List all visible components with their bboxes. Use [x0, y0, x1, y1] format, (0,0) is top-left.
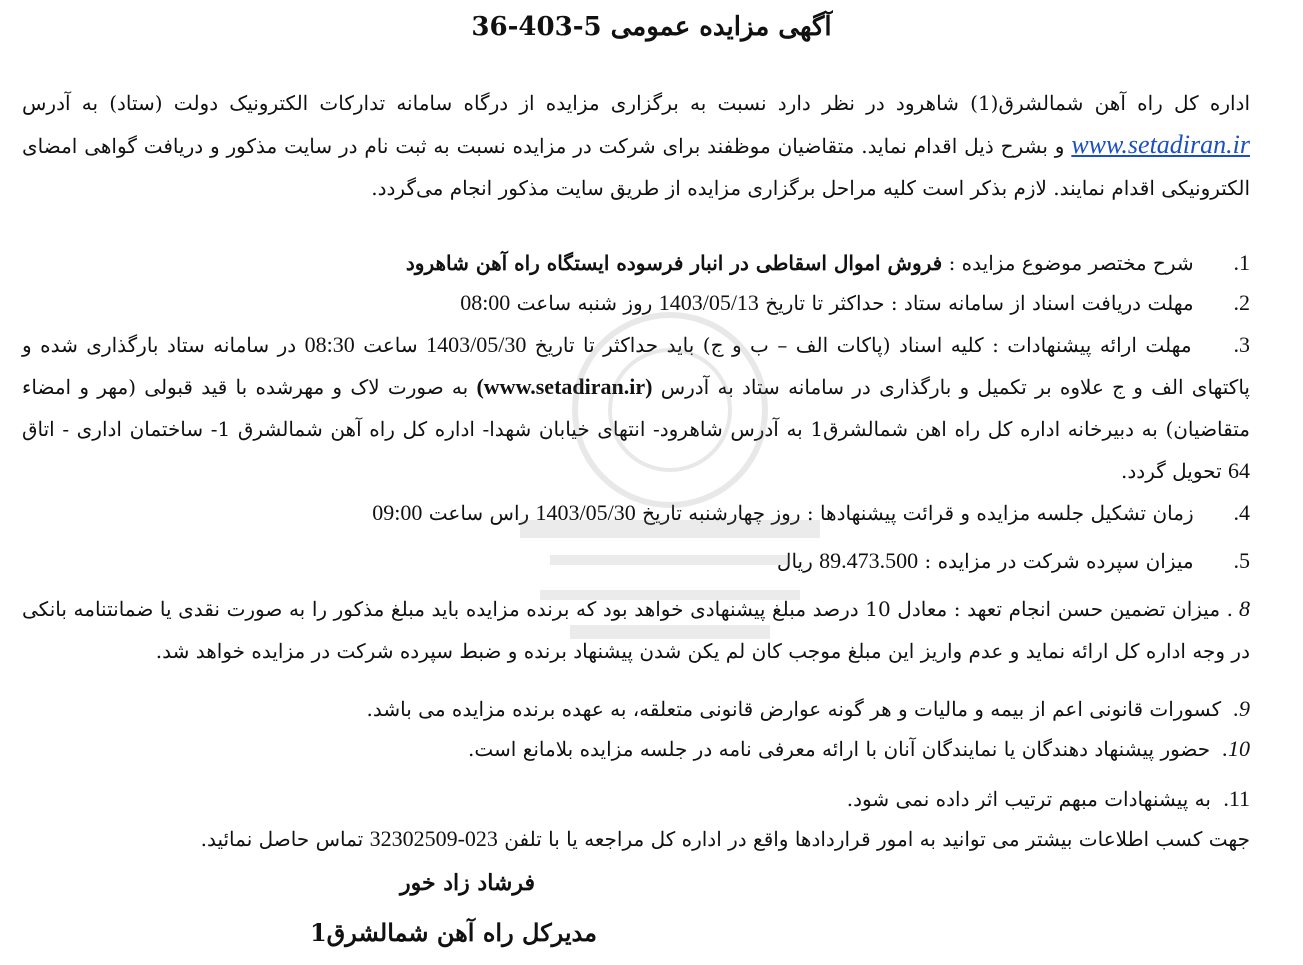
contact-text: تماس حاصل نمائید. [200, 827, 364, 851]
list-item-11 [22, 778, 1250, 820]
item-text: حضور پیشنهاد دهندگان یا نمایندگان آنان با ارائه معرفی نامه در جلسه مزایده بلامانع است. [468, 737, 1211, 761]
item-text: به پیشنهادات مبهم ترتیب اثر داده نمی شود. [846, 787, 1211, 811]
deposit-amount: 89.473.500 [819, 548, 919, 573]
session-date: 1403/05/30 [535, 500, 636, 525]
item-number: 5. [1233, 548, 1250, 573]
list-item-3 [22, 324, 1250, 492]
signatory-position: مدیرکل راه آهن شمالشرق1 [309, 918, 597, 947]
item-text: میزان سپرده شرکت در مزایده : [924, 549, 1194, 573]
item-text: روز شنبه ساعت [516, 291, 653, 315]
item-number: 8 [1239, 596, 1250, 621]
submission-date: 1403/05/30 [426, 332, 527, 357]
intro-text-2: و بشرح ذیل اقدام نماید. متقاضیان موظفند برای شرکت در مزایده نسبت به ثبت نام در سایت مذکور و دریافت گواهی امضای الکترونیکی اقدام نمایند. لازم بذکر است کلیه مراحل برگزاری مزایده از طریق سایت مذکور انجام می‌گردد. [22, 134, 1250, 200]
item-text: ساعت [363, 333, 418, 357]
item-number: 11. [1223, 786, 1250, 811]
setadiran-link[interactable]: www.setadiran.ir [1071, 130, 1250, 159]
auction-subject: فروش اموال اسقاطی در انبار فرسوده ایستگاه راه آهن شاهرود [405, 251, 943, 275]
item-number: 4. [1233, 500, 1250, 525]
item-number: 2. [1233, 290, 1250, 315]
signatory-name: فرشاد زاد خور [399, 870, 535, 896]
deadline-time: 08:00 [460, 290, 511, 315]
list-item-5 [22, 540, 1250, 582]
item-number: 10. [1222, 736, 1250, 761]
room-number: 64 [1228, 458, 1250, 483]
item-text: . میزان تضمین حسن انجام تعهد : معادل 10 درصد مبلغ پیشنهادی خواهد بود که برنده مزایده باید مبلغ مذکور را به صورت نقدی یا ضمانتنامه بانکی در وجه اداره کل ارائه نماید و عدم واریز این مبلغ موجب کان لم یکن شدن پیشنهاد برنده و ضبط سپرده شرکت در مزایده خواهد شد. [22, 597, 1250, 663]
session-time: 09:00 [372, 500, 423, 525]
list-item-1 [22, 242, 1250, 284]
item-text: زمان تشکیل جلسه مزایده و قرائت پیشنهادها : روز چهارشنبه تاریخ [642, 501, 1194, 525]
item-text: مهلت دریافت اسناد از سامانه ستاد : حداکثر تا تاریخ [765, 291, 1194, 315]
contact-phone: 023-32302509 [369, 826, 498, 851]
item-number: 3. [1233, 332, 1250, 357]
list-item-2 [22, 282, 1250, 324]
item-text: تحویل گردد. [1121, 459, 1222, 483]
item-text: کسورات قانونی اعم از بیمه و مالیات و هر گونه عوارض قانونی متعلقه، به عهده برنده مزایده می باشد. [366, 697, 1222, 721]
item-number: 1. [1233, 250, 1250, 275]
intro-text-1: اداره کل راه آهن شمالشرق(1) شاهرود در نظر دارد نسبت به برگزاری مزایده از درگاه سامانه تدارکات الکترونیک دولت (ستاد) به آدرس [22, 91, 1250, 115]
item-text: مهلت ارائه پیشنهادات : کلیه اسناد (پاکات الف – ب و ج) باید حداکثر تا تاریخ [534, 333, 1192, 357]
item-text: در سامانه ستاد بارگذاری شده و پاکتهای الف و ج علاوه بر تکمیل و بارگذاری در سامانه ستاد به آدرس [22, 333, 1250, 399]
item-text: ریال [776, 549, 813, 573]
page-title: آگهی مزایده عمومی 5-403-36 [471, 12, 832, 42]
deadline-date: 1403/05/13 [658, 290, 759, 315]
intro-paragraph [22, 82, 1250, 209]
contact-line [22, 818, 1250, 860]
item-number: 9. [1233, 696, 1250, 721]
list-item-10 [22, 728, 1250, 770]
contact-text: جهت کسب اطلاعات بیشتر می توانید به امور قراردادها واقع در اداره کل مراجعه یا با تلفن [504, 827, 1250, 851]
submission-time: 08:30 [304, 332, 355, 357]
list-item-8 [22, 588, 1250, 672]
setadiran-address: (www.setadiran.ir) [476, 374, 653, 399]
item-label: شرح مختصر موضوع مزایده : [948, 251, 1194, 275]
item-text: راس ساعت [428, 501, 530, 525]
list-item-9 [22, 688, 1250, 730]
item-text: به صورت لاک و مهرشده با قید قبولی (مهر و امضاء متقاضیان) به دبیرخانه اداره کل راه اهن شمالشرق1 به آدرس شاهرود- انتهای خیابان شهدا- اداره کل راه آهن شمالشرق 1- ساختمان اداری - اتاق [22, 375, 1251, 441]
list-item-4 [22, 492, 1250, 534]
